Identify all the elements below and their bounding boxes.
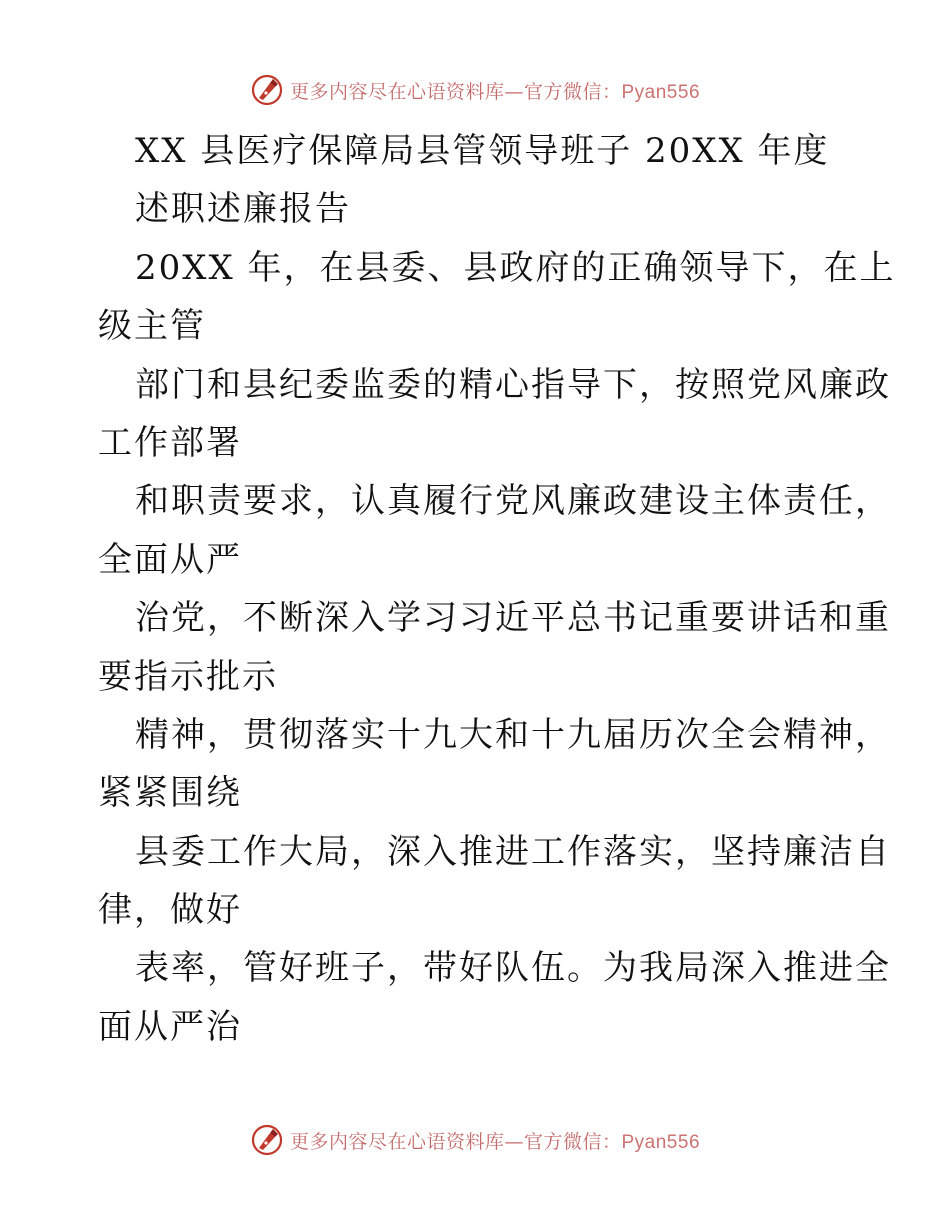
banner-text-wechat-id: Pyan556 — [621, 1131, 701, 1153]
doc-paragraph-line: 面从严治 — [98, 1006, 242, 1047]
banner-content — [250, 1123, 700, 1157]
document-body — [98, 122, 896, 1056]
pen-nib-logo-icon — [250, 73, 284, 107]
doc-paragraph-line: 要指示批示 — [98, 656, 278, 697]
banner-text — [290, 77, 700, 104]
doc-paragraph-line: 紧紧围绕 — [98, 773, 242, 814]
banner-text-cn: 更多内容尽在心语资料库—官方微信： — [289, 80, 622, 103]
doc-paragraph-line: 律，做好 — [98, 890, 242, 931]
doc-paragraph-line: 20XX 年，在县委、县政府的正确领导下，在上 — [135, 247, 896, 288]
doc-paragraph-line: 工作部署 — [98, 422, 242, 463]
header-banner — [0, 70, 950, 110]
banner-text-wechat-id: Pyan556 — [621, 81, 701, 103]
doc-paragraph-line: 县委工作大局，深入推进工作落实，坚持廉洁自 — [135, 831, 891, 872]
doc-paragraph-line: 表率，管好班子，带好队伍。为我局深入推进全 — [135, 948, 891, 989]
doc-paragraph-line: 部门和县纪委监委的精心指导下，按照党风廉政 — [135, 364, 891, 405]
footer-banner — [0, 1120, 950, 1160]
pen-nib-logo-icon — [250, 1123, 284, 1157]
banner-text — [290, 1127, 700, 1154]
doc-paragraph-line: 级主管 — [98, 306, 206, 347]
doc-title-line-2: 述职述廉报告 — [135, 189, 351, 230]
doc-paragraph-line: 精神，贯彻落实十九大和十九届历次全会精神， — [135, 714, 891, 755]
banner-content — [250, 73, 700, 107]
doc-title-line-1: XX 县医疗保障局县管领导班子 20XX 年度 — [135, 131, 830, 171]
banner-text-cn: 更多内容尽在心语资料库—官方微信： — [289, 1130, 622, 1153]
doc-paragraph-line: 治党，不断深入学习习近平总书记重要讲话和重 — [135, 598, 891, 639]
doc-paragraph-line: 全面从严 — [98, 539, 242, 580]
doc-paragraph-line: 和职责要求，认真履行党风廉政建设主体责任， — [135, 481, 891, 522]
